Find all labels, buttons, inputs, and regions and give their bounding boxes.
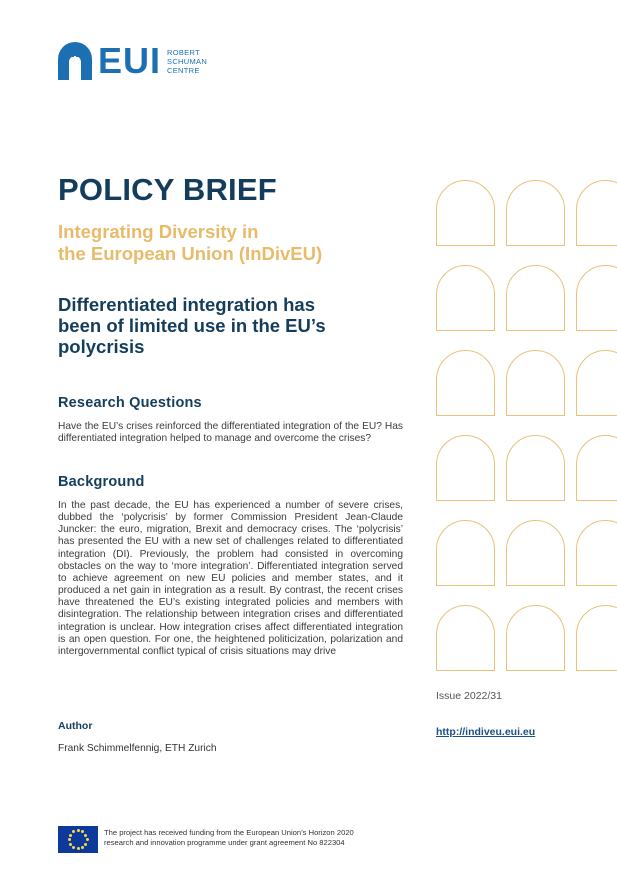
decorative-arch <box>506 605 565 671</box>
eu-star <box>77 829 80 832</box>
decorative-arch <box>436 265 495 331</box>
eu-star <box>86 838 89 841</box>
decorative-arch <box>506 265 565 331</box>
decorative-arch <box>506 180 565 246</box>
eui-arch-icon <box>58 42 92 80</box>
decorative-arch <box>436 435 495 501</box>
decorative-arch <box>576 180 617 246</box>
issue-number: Issue 2022/31 <box>436 690 502 702</box>
project-link[interactable]: http://indiveu.eui.eu <box>436 726 536 738</box>
brief-headline: Differentiated integration has been of limited use in the EU’s polycrisis <box>58 294 326 357</box>
eu-star <box>72 846 75 849</box>
background-text: In the past decade, the EU has experienced a number of severe crises, dubbed the ‘polycrisis’ by former Commission President Jean-Claude Juncker: the euro, migration, Brexit and democracy crises. The ‘polycrisis’ has presented the EU with a new set of challenges related to differentiated integration (DI). Previously, the problem had consisted in overcoming obstacles on the way to ‘more integration’. Differentiated integration served to achieve agreement on new EU policies and member states, and it produced a net gain in integration as a result. By contrast, the recent crises have threatened the EU’s existing integrated policies and members with disintegration. The relationship between integration crises and differentiated integration is unclear. How integration crises affect differentiated integration is an open question. For one, the heightened politicization, polarization and intergovernmental conflict typical of crisis situations may drive <box>58 500 403 657</box>
decorative-arch <box>436 520 495 586</box>
eu-star <box>81 830 84 833</box>
decorative-arch <box>436 180 495 246</box>
eu-star <box>69 843 72 846</box>
eu-star <box>68 838 71 841</box>
decorative-arch <box>576 350 617 416</box>
decorative-arch <box>436 350 495 416</box>
decorative-arch <box>436 605 495 671</box>
decorative-arch <box>576 265 617 331</box>
research-questions-heading: Research Questions <box>58 395 202 411</box>
eu-star <box>84 834 87 837</box>
research-questions-text: Have the EU’s crises reinforced the differentiated integration of the EU? Has differentiated integration helped to manage and overcome the crises? <box>58 421 403 445</box>
eu-star <box>84 843 87 846</box>
author-heading: Author <box>58 720 93 732</box>
eu-star <box>69 834 72 837</box>
decorative-arch <box>576 520 617 586</box>
decorative-arch <box>506 435 565 501</box>
decorative-arch <box>576 605 617 671</box>
eu-star <box>77 847 80 850</box>
logo-subtitle: ROBERT SCHUMAN CENTRE <box>167 47 208 75</box>
author-name: Frank Schimmelfennig, ETH Zurich <box>58 743 217 754</box>
eui-logo <box>58 42 207 80</box>
decorative-arch <box>506 520 565 586</box>
decorative-arch <box>506 350 565 416</box>
eu-flag-icon <box>58 826 98 853</box>
page-title: POLICY BRIEF <box>58 172 277 207</box>
decorative-arches-pattern <box>434 178 617 678</box>
funding-notice: The project has received funding from the European Union’s Horizon 2020 research and innovation programme under grant agreement No 822304 <box>104 828 354 847</box>
eu-star <box>81 846 84 849</box>
background-heading: Background <box>58 474 145 490</box>
eu-star <box>72 830 75 833</box>
project-subtitle: Integrating Diversity in the European Union (InDivEU) <box>58 221 323 264</box>
logo-word: EUI <box>98 40 162 81</box>
decorative-arch <box>576 435 617 501</box>
